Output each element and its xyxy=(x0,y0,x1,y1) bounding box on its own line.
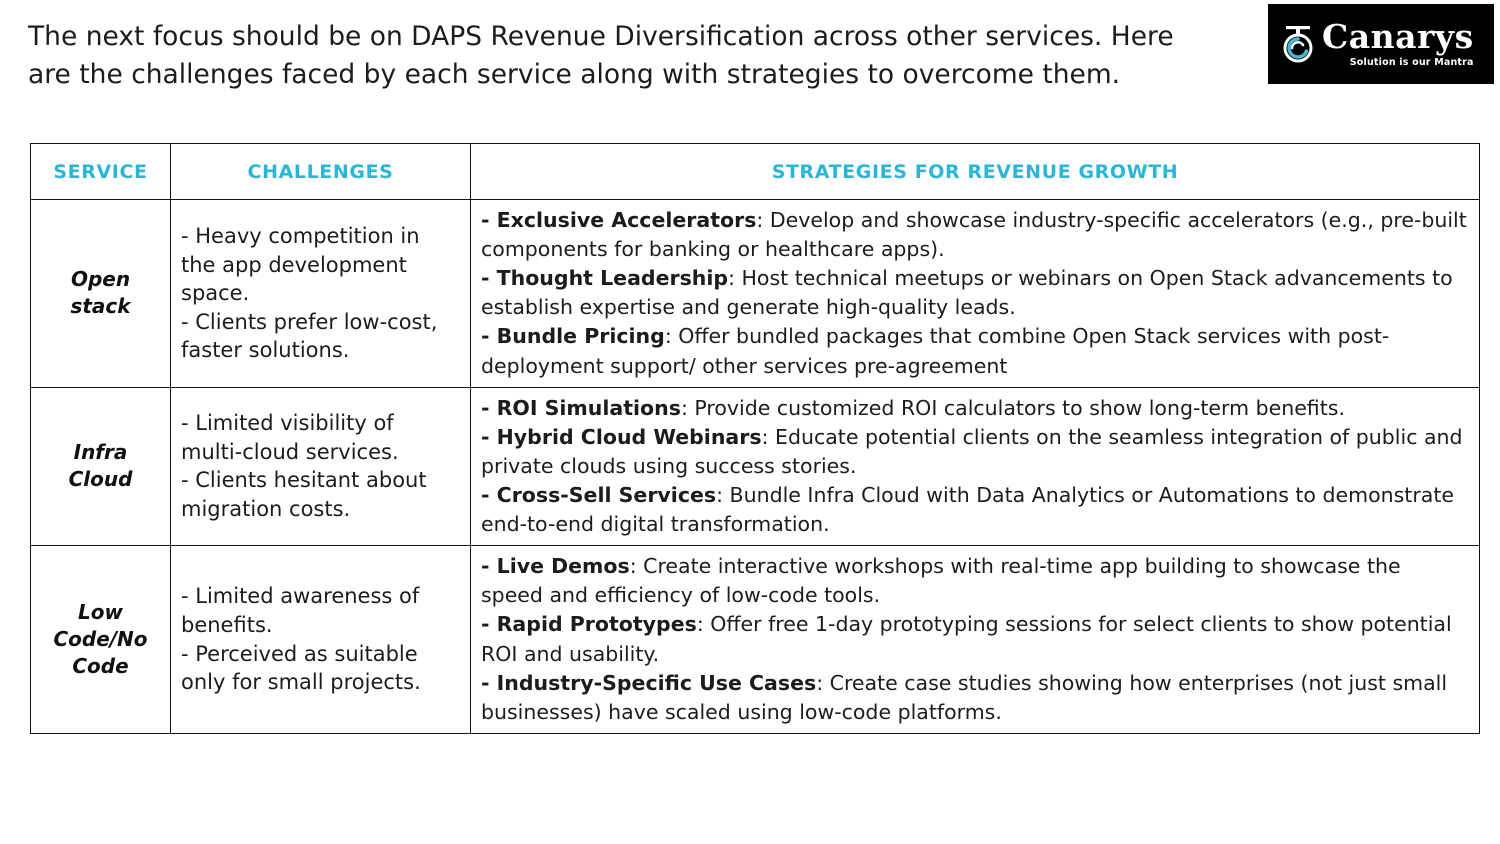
cell-challenges xyxy=(171,387,471,546)
column-header-strategies: STRATEGIES FOR REVENUE GROWTH xyxy=(471,144,1480,200)
strategy-label: - Industry-Specific Use Cases xyxy=(481,670,817,695)
strategy-label: - Bundle Pricing xyxy=(481,324,665,349)
cell-strategies xyxy=(471,387,1480,546)
table-row xyxy=(31,200,1480,388)
column-header-service: SERVICE xyxy=(31,144,171,200)
strategy-label: - Rapid Prototypes xyxy=(481,612,697,637)
challenge-item: - Limited visibility of multi-cloud services. xyxy=(181,411,399,464)
strategy-text: : Offer bundled packages that combine Open Stack services with post-deployment support/ other services pre-agreement xyxy=(481,324,1390,378)
strategy-text: : Educate potential clients on the seamless integration of public and private clouds using success stories. xyxy=(481,424,1463,478)
logo-tagline: Solution is our Mantra xyxy=(1349,57,1474,69)
page-title: The next focus should be on DAPS Revenue Diversification across other services. Here are the challenges faced by each service along with strategies to overcome them. xyxy=(28,21,1174,91)
strategy-text: : Create case studies showing how enterprises (not just small businesses) have scaled using low-code platforms. xyxy=(481,670,1448,724)
strategy-label: - Live Demos xyxy=(481,554,630,579)
strategy-item xyxy=(481,322,1469,380)
strategy-item xyxy=(481,481,1469,539)
strategy-label: - Cross-Sell Services xyxy=(481,482,717,507)
strategy-item xyxy=(481,264,1469,322)
column-header-challenges: CHALLENGES xyxy=(171,144,471,200)
challenge-item: - Clients hesitant about migration costs. xyxy=(181,468,427,521)
challenge-item: - Limited awareness of benefits. xyxy=(181,584,420,637)
strategy-label: - Exclusive Accelerators xyxy=(481,208,757,232)
strategy-label: - Hybrid Cloud Webinars xyxy=(481,424,762,449)
cell-service: Low Code/No Code xyxy=(31,546,171,734)
strategy-label: - ROI Simulations xyxy=(481,395,681,420)
logo-name: Canarys xyxy=(1322,17,1474,57)
strategy-item xyxy=(481,206,1469,264)
table-row xyxy=(31,546,1480,734)
strategy-text: : Bundle Infra Cloud with Data Analytics or Automations to demonstrate end-to-end digital transformation. xyxy=(481,482,1454,537)
strategy-text: : Offer free 1-day prototyping sessions for select clients to show potential ROI and usability. xyxy=(481,612,1452,666)
company-logo xyxy=(1268,4,1494,84)
table-row xyxy=(31,387,1480,546)
strategy-item xyxy=(481,610,1469,668)
challenge-item: - Perceived as suitable only for small projects. xyxy=(181,641,421,695)
strategy-text: : Create interactive workshops with real-time app building to showcase the speed and efficiency of low-code tools. xyxy=(481,554,1401,608)
strategy-item xyxy=(481,394,1469,423)
cell-service: Open stack xyxy=(31,200,171,388)
strategy-item xyxy=(481,552,1469,610)
canarys-swirl-icon xyxy=(1276,22,1320,66)
challenge-item: - Clients prefer low-cost, faster solutions. xyxy=(181,309,438,363)
cell-strategies xyxy=(471,200,1480,388)
strategy-label: - Thought Leadership xyxy=(481,266,729,291)
strategy-item xyxy=(481,423,1469,481)
challenge-item: - Heavy competition in the app development space. xyxy=(181,223,420,306)
strategy-item xyxy=(481,669,1469,727)
strategy-text: : Provide customized ROI calculators to show long-term benefits. xyxy=(680,395,1345,420)
service-strategy-table xyxy=(30,143,1480,734)
cell-challenges xyxy=(171,200,471,388)
table-body xyxy=(31,200,1480,734)
cell-strategies xyxy=(471,546,1480,734)
cell-challenges xyxy=(171,546,471,734)
cell-service: Infra Cloud xyxy=(31,387,171,546)
table-header-row xyxy=(31,144,1480,200)
strategy-text: : Develop and showcase industry-specific accelerators (e.g., pre-built components for banking or healthcare apps). xyxy=(481,208,1467,262)
strategy-text: : Host technical meetups or webinars on Open Stack advancements to establish expertise and generate high-quality leads. xyxy=(481,266,1453,320)
